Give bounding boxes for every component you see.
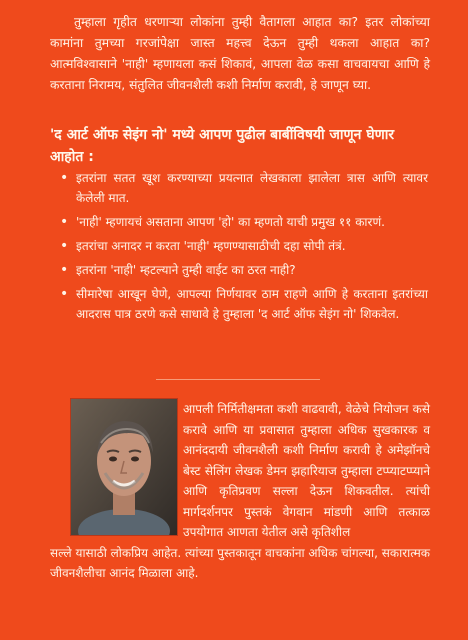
bullet-list	[76, 168, 428, 328]
author-bio	[50, 399, 430, 584]
author-bio-rest: सल्ले यासाठी लोकप्रिय आहेत. त्यांच्या पुस्तकातून वाचकांना अधिक चांगल्या, सकारात्मक जीवनशैलीचा आनंद मिळाला आहे.	[50, 545, 430, 580]
divider	[156, 379, 320, 380]
bullet-item: • इतरांना 'नाही' म्हटल्याने तुम्ही वाईट का ठरत नाही?	[76, 260, 428, 280]
author-bio-top: आपली निर्मितीक्षमता कशी वाढवावी, वेळेचे नियोजन कसे करावे आणि या प्रवासात तुम्हाला अधिक सुखकारक व आनंददायी जीवनशैली कशी निर्माण करावी हे अमेझॉनचे बेस्ट सेलिंग लेखक डेमन झहारियाज तुम्हाला टप्प्याटप्प्याने आणि कृतिप्रवण सल्ला देऊन शिकवतील. त्यांची मार्गदर्शनपर पुस्तकं वेगवान मांडणी आणि तत्काळ उपयोगात आणता येतील असे कृतिशील	[183, 402, 430, 539]
bullet-item: • सीमारेषा आखून घेणे, आपल्या निर्णयावर ठाम राहणे आणि हे करताना इतरांच्या आदरास पात्र ठरणे कसे साधावे हे तुम्हाला 'द आर्ट ऑफ सेइंग नो' शिकवेल.	[76, 284, 428, 324]
bullet-item: • इतरांना सतत खूश करण्याच्या प्रयत्नात लेखकाला झालेला त्रास आणि त्यावर केलेली मात.	[76, 168, 428, 208]
bullet-item: • 'नाही' म्हणायचं असताना आपण 'हो' का म्हणतो याची प्रमुख ११ कारणं.	[76, 212, 428, 232]
section-heading: 'द आर्ट ऑफ सेइंग नो' मध्ये आपण पुढील बाबींविषयी जाणून घेणार आहोत :	[50, 127, 395, 165]
bullet-item: • इतरांचा अनादर न करता 'नाही' म्हणण्यासाठीची दहा सोपी तंत्रं.	[76, 236, 428, 256]
intro-paragraph: तुम्हाला गृहीत धरणाऱ्या लोकांना तुम्ही वैतागला आहात का? इतर लोकांच्या कामांना तुमच्या गरजांपेक्षा जास्त महत्त्व देऊन तुम्ही थकला आहात का? आत्मविश्वासाने 'नाही' म्हणायला कसं शिकावं, आपला वेळ कसा वाचवायचा आणि हे करताना निरामय, संतुलित जीवनशैली कशी निर्माण करावी, हे जाणून घ्या.	[50, 15, 430, 92]
